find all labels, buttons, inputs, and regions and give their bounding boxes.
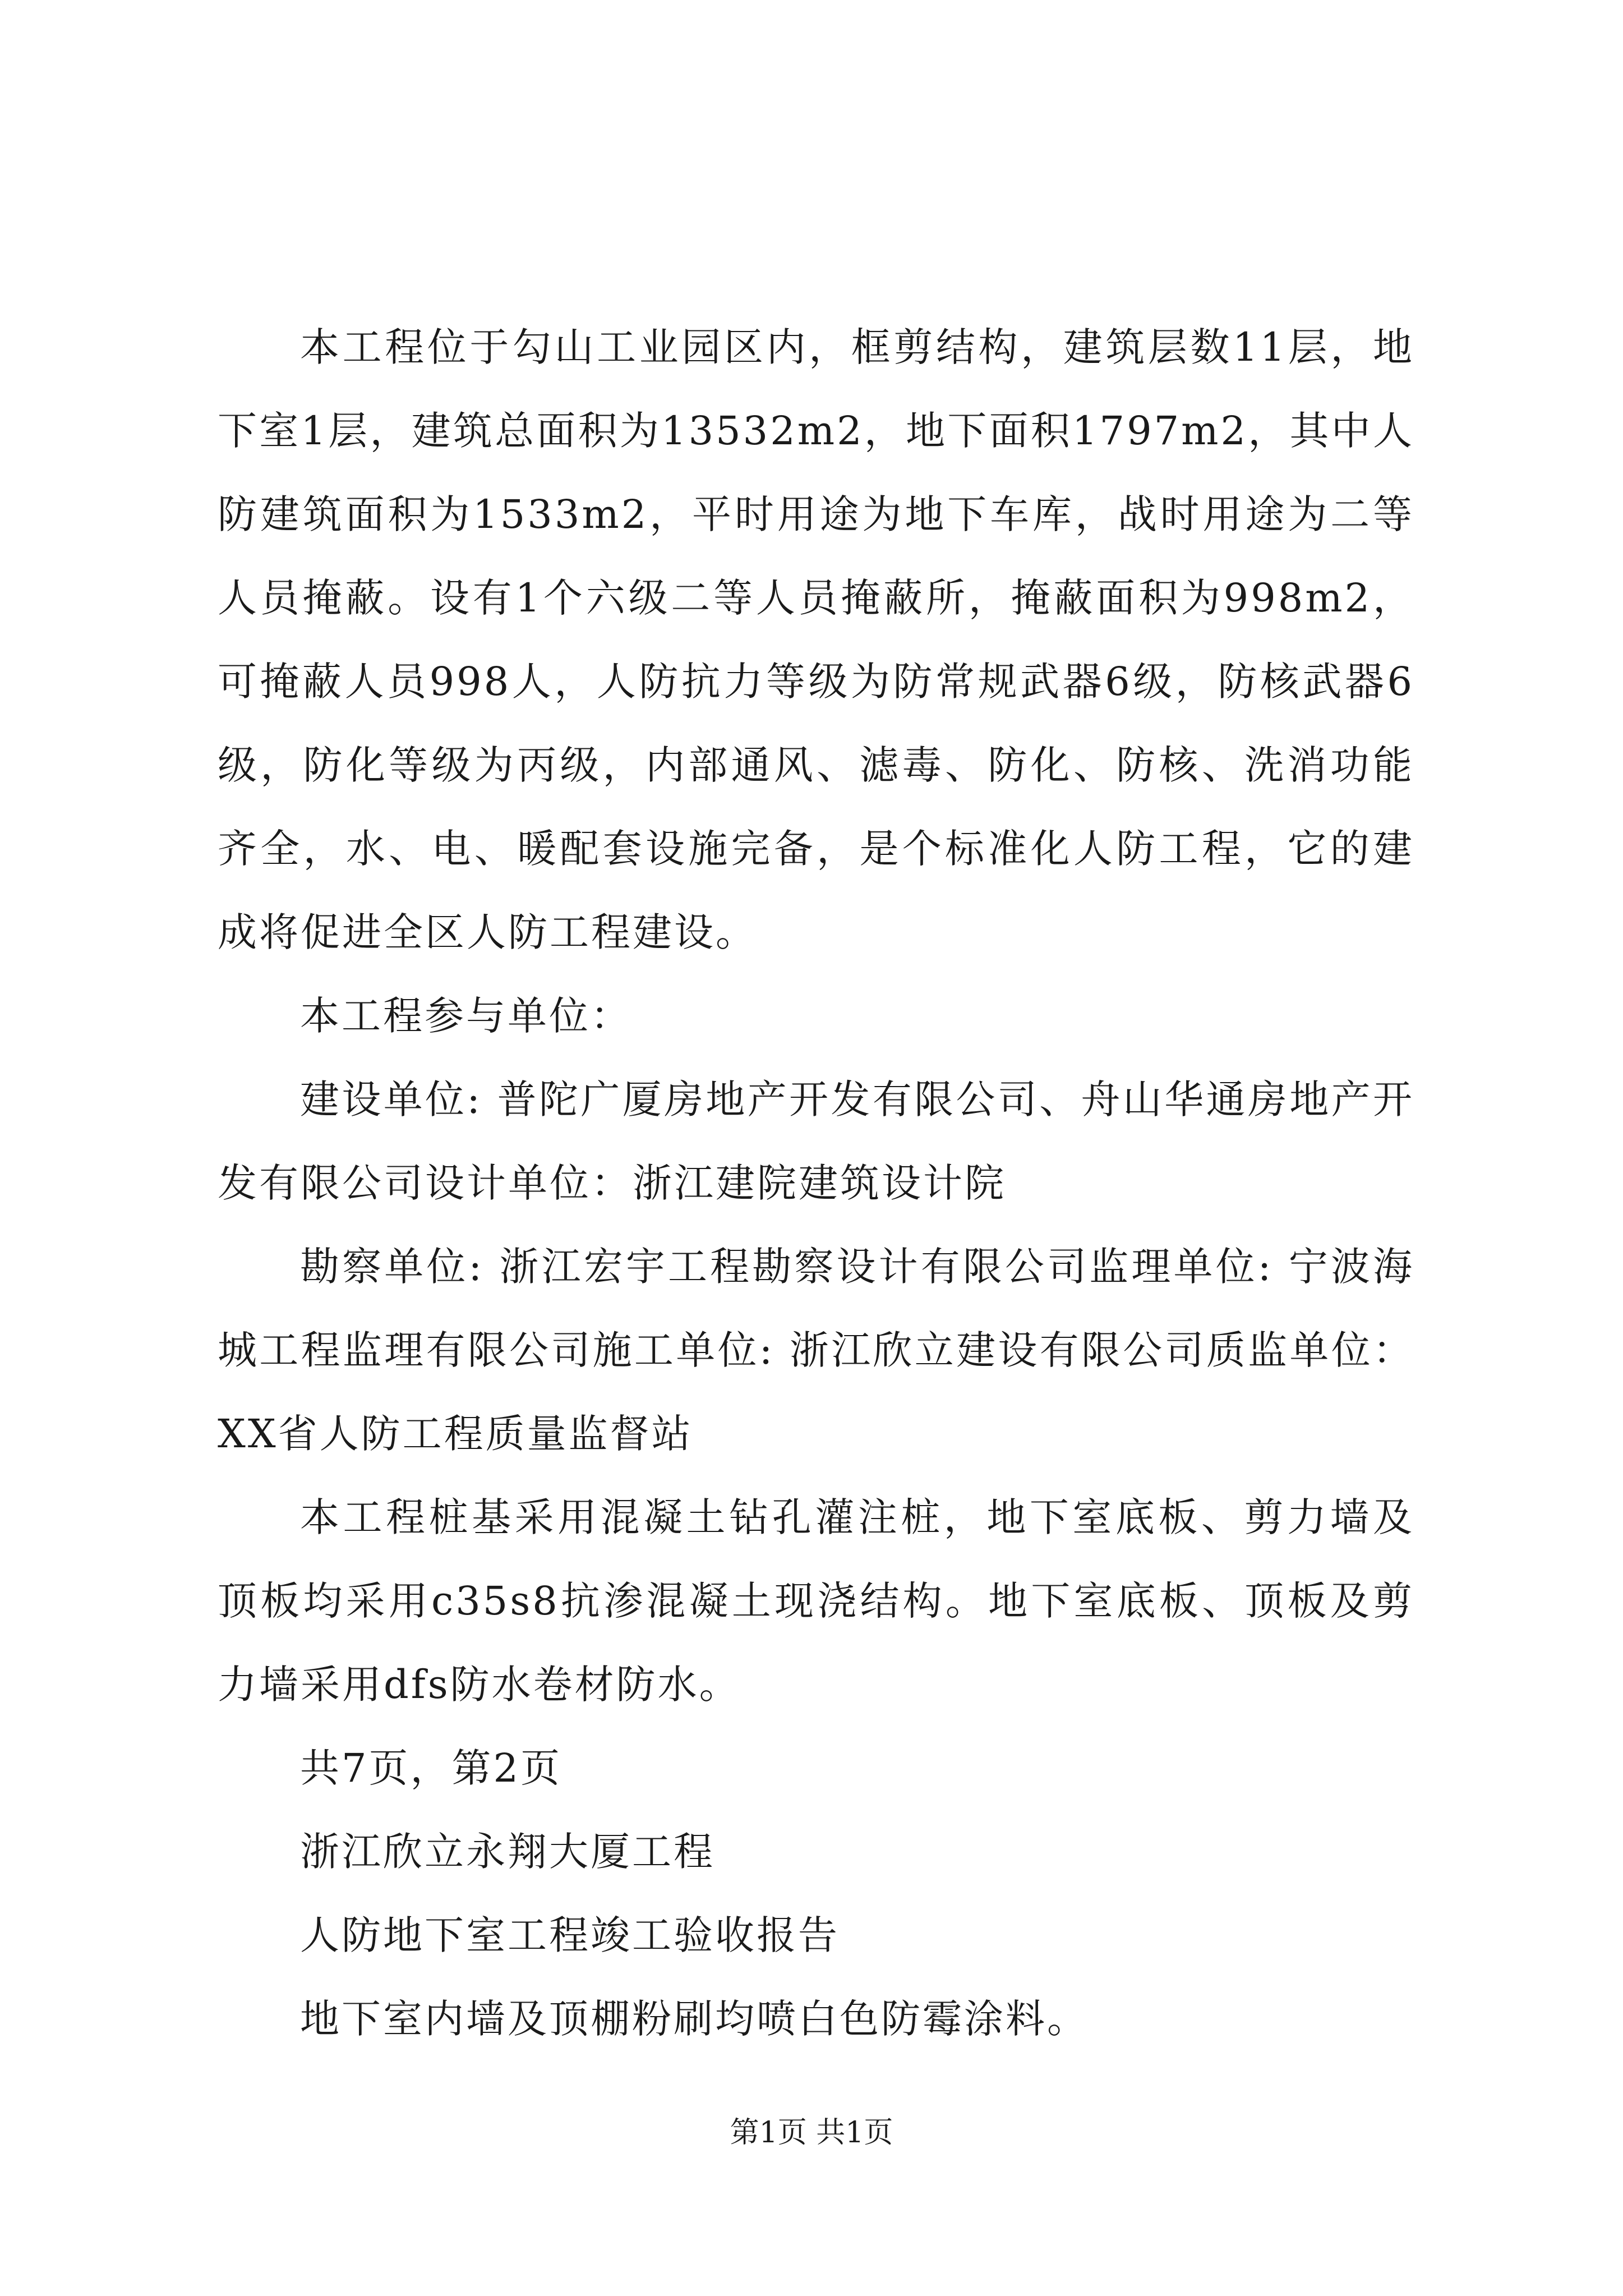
paragraph-page-count: 共7页，第2页 — [300, 1745, 562, 1791]
paragraph-construction-design-units: 建设单位: 普陀广厦房地产开发有限公司、舟山华通房地产开发有限公司设计单位：浙江建院建筑设计院 — [218, 1076, 1414, 1206]
paragraph-interior-finish: 地下室内墙及顶棚粉刷均喷白色防霉涂料。 — [300, 1996, 1089, 2042]
paragraph-structure-description: 本工程桩基采用混凝土钻孔灌注桩，地下室底板、剪力墙及顶板均采用c35s8抗渗混凝土现浇结构。地下室底板、顶板及剪力墙采用dfs防水卷材防水。 — [218, 1494, 1414, 1708]
paragraph-report-title: 人防地下室工程竣工验收报告 — [300, 1912, 840, 1958]
paragraph-project-name: 浙江欣立永翔大厦工程 — [300, 1829, 715, 1875]
paragraph-survey-supervision-units: 勘察单位: 浙江宏宇工程勘察设计有限公司监理单位: 宁波海城工程监理有限公司施工单位: 浙江欣立建设有限公司质监单位：XX省人防工程质量监督站 — [218, 1244, 1414, 1457]
document-body — [218, 306, 1414, 2061]
page-footer: 第1页 共1页 — [730, 2116, 893, 2150]
paragraph-project-overview: 本工程位于勾山工业园区内，框剪结构，建筑层数11层，地下室1层，建筑总面积为13532m2，地下面积1797m2，其中人防建筑面积为1533m2，平时用途为地下车库，战时用途为二等人员掩蔽。设有1个六级二等人员掩蔽所，掩蔽面积为998m2，可掩蔽人员998人，人防抗力等级为防常规武器6级，防核武器6级，防化等级为丙级，内部通风、滤毒、防化、防核、洗消功能齐全，水、电、暖配套设施完备，是个标准化人防工程，它的建成将促进全区人防工程建设。 — [218, 324, 1414, 955]
paragraph-participants-heading: 本工程参与单位： — [300, 993, 632, 1039]
